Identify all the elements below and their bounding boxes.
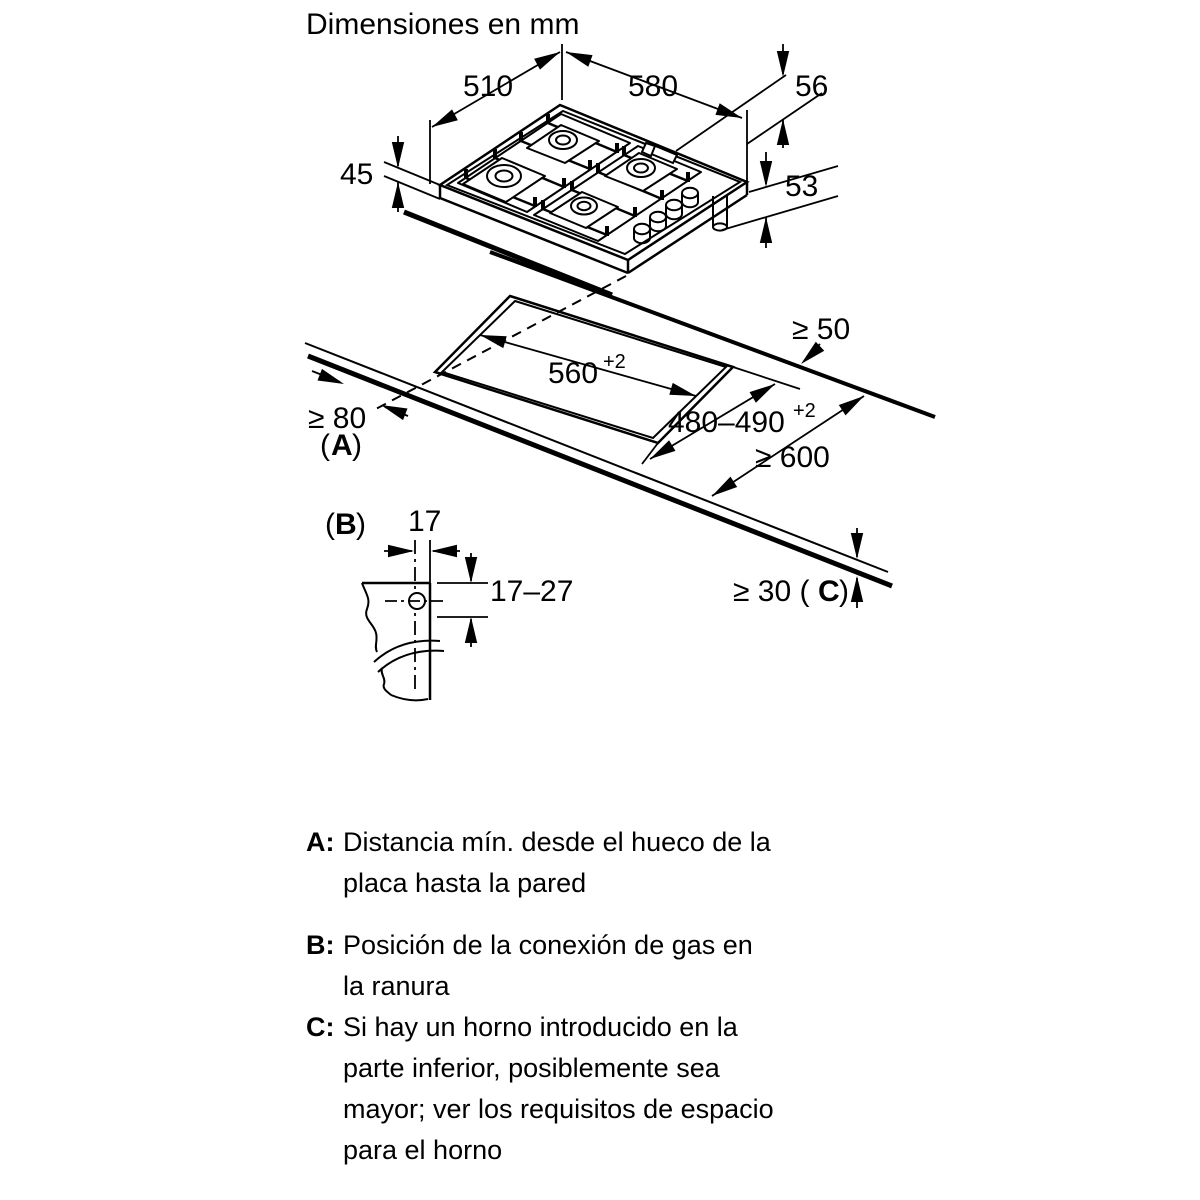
dim-53-label: 53 — [785, 170, 819, 203]
dim-min-50 — [792, 313, 850, 369]
dim-480-490-label: 480–490 — [668, 406, 785, 439]
dim-min-30-letter-c: C — [818, 575, 840, 608]
worktop-drawing — [305, 252, 935, 608]
detail-b-close: ) — [356, 508, 366, 541]
legend-key-b: B: — [306, 930, 335, 960]
cutout-ext-front — [642, 443, 658, 464]
legend-item-a — [306, 822, 776, 904]
dim-510-label: 510 — [463, 70, 514, 103]
worktop-back-edge — [490, 252, 935, 417]
legend-key-a: A: — [306, 827, 335, 857]
dim-480-490-sup: +2 — [793, 400, 816, 422]
dim-17-27 — [437, 553, 573, 647]
detail-b-open: ( — [325, 508, 335, 541]
dim-min-80 — [308, 369, 408, 462]
dim-17-label: 17 — [408, 505, 442, 538]
hob-drawing — [340, 44, 838, 295]
legend-item-b — [306, 925, 776, 1007]
page-title: Dimensiones en mm — [306, 8, 580, 41]
dim-min-30-close: ) — [839, 575, 849, 608]
legend-item-c — [306, 1007, 776, 1171]
dim-56-label: 56 — [795, 70, 829, 103]
detail-b-drawing — [325, 505, 573, 700]
dim-min-80-close: ) — [352, 429, 362, 462]
cutout-ext-right — [733, 367, 800, 389]
dim-45 — [340, 136, 440, 212]
legend-key-c: C: — [306, 1012, 335, 1042]
dim-560-sup: +2 — [603, 351, 626, 373]
legend-text-a: Distancia mín. desde el hueco de la placa hasta la pared — [343, 827, 771, 898]
dim-17-27-label: 17–27 — [490, 575, 574, 608]
legend — [306, 822, 776, 1171]
dim-min-80-open: ( — [320, 429, 330, 462]
dim-580-label: 580 — [628, 70, 679, 103]
dim-17 — [384, 505, 460, 557]
dim-min-80-letter-a: A — [331, 429, 353, 462]
dim-45-label: 45 — [340, 158, 374, 191]
grate-zone-left — [458, 114, 630, 212]
detail-b-letter: B — [335, 508, 357, 541]
dim-560 — [478, 329, 697, 402]
dim-min-30-label: ≥ 30 ( — [733, 575, 810, 608]
dim-56 — [676, 44, 828, 151]
dim-min-50-label: ≥ 50 — [792, 313, 851, 346]
dim-min-600-label: ≥ 600 — [755, 441, 830, 474]
legend-text-b: Posición de la conexión de gas en la ranura — [343, 930, 753, 1001]
dim-min-80-label: ≥ 80 — [308, 402, 367, 435]
legend-text-c: Si hay un horno introducido en la parte inferior, posiblemente sea mayor; ver los requisitos de espacio para el horno — [343, 1012, 774, 1165]
dim-560-label: 560 — [548, 357, 599, 390]
